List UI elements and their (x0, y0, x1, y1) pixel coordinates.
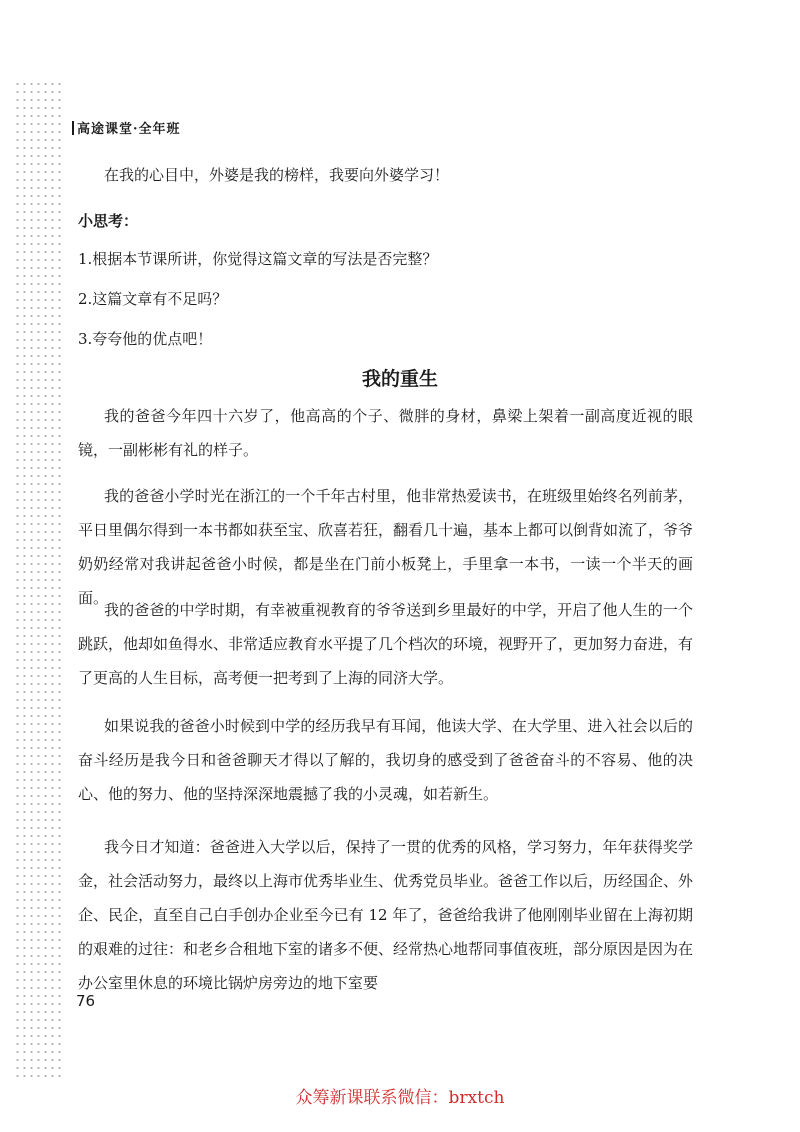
reflection-question-2: 2.这篇文章有不足吗？ (78, 290, 228, 308)
footer-contact-note: 众筹新课联系微信：brxtch (295, 1088, 505, 1108)
essay-paragraph-3: 我的爸爸的中学时期，有幸被重视教育的爷爷送到乡里最好的中学，开启了他人生的一个跳跃，他却如鱼得水、非常适应教育水平提了几个档次的环境，视野开了，更加努力奋进，有了更高的人生目标，高考便一把考到了上海的同济大学。 (78, 601, 694, 687)
essay-title: 我的重生 (361, 368, 438, 390)
essay-paragraph-5: 我今日才知道：爸爸进入大学以后，保持了一贯的优秀的风格，学习努力，年年获得奖学金，社会活动努力，最终以上海市优秀毕业生、优秀党员毕业。爸爸工作以后，历经国企、外企、民企，直至自己白手创办企业至今已有 12 年了，爸爸给我讲了他刚刚毕业留在上海初期的艰难的过往：和老乡合租地下室的诸多不便、经常热心地帮同事值夜班，部分原因是因为在办公室里休息的环境比锅炉房旁边的地下室要 (78, 838, 694, 992)
intro-line: 在我的心目中，外婆是我的榜样，我要向外婆学习！ (104, 166, 450, 184)
essay-paragraph-4: 如果说我的爸爸小时候到中学的经历我早有耳闻，他读大学、在大学里、进入社会以后的奋斗经历是我今日和爸爸聊天才得以了解的，我切身的感受到了爸爸奋斗的不容易、他的决心、他的努力、他的坚持深深地震撼了我的小灵魂，如若新生。 (78, 717, 693, 803)
essay-paragraph-2: 我的爸爸小学时光在浙江的一个千年古村里，他非常热爱读书，在班级里始终名列前茅，平日里偶尔得到一本书都如获至宝、欣喜若狂，翻看几十遍，基本上都可以倒背如流了，爷爷奶奶经常对我讲起爸爸小时候，都是坐在门前小板凳上，手里拿一本书，一读一个半天的画面。 (78, 487, 694, 607)
header-text: 高途课堂·全年班 (77, 122, 181, 137)
page-header (72, 118, 181, 137)
essay-paragraph-1: 我的爸爸今年四十六岁了，他高高的个子、微胖的身材，鼻梁上架着一副高度近视的眼镜，一副彬彬有礼的样子。 (78, 407, 693, 459)
header-bar (72, 121, 74, 135)
reflection-question-1: 1.根据本节课所讲，你觉得这篇文章的写法是否完整？ (78, 250, 438, 268)
reflection-heading: 小思考： (78, 212, 139, 230)
binding-holes-decoration (14, 80, 62, 1080)
page-number: 76 (76, 992, 96, 1010)
reflection-question-3: 3.夸夸他的优点吧！ (78, 330, 213, 348)
